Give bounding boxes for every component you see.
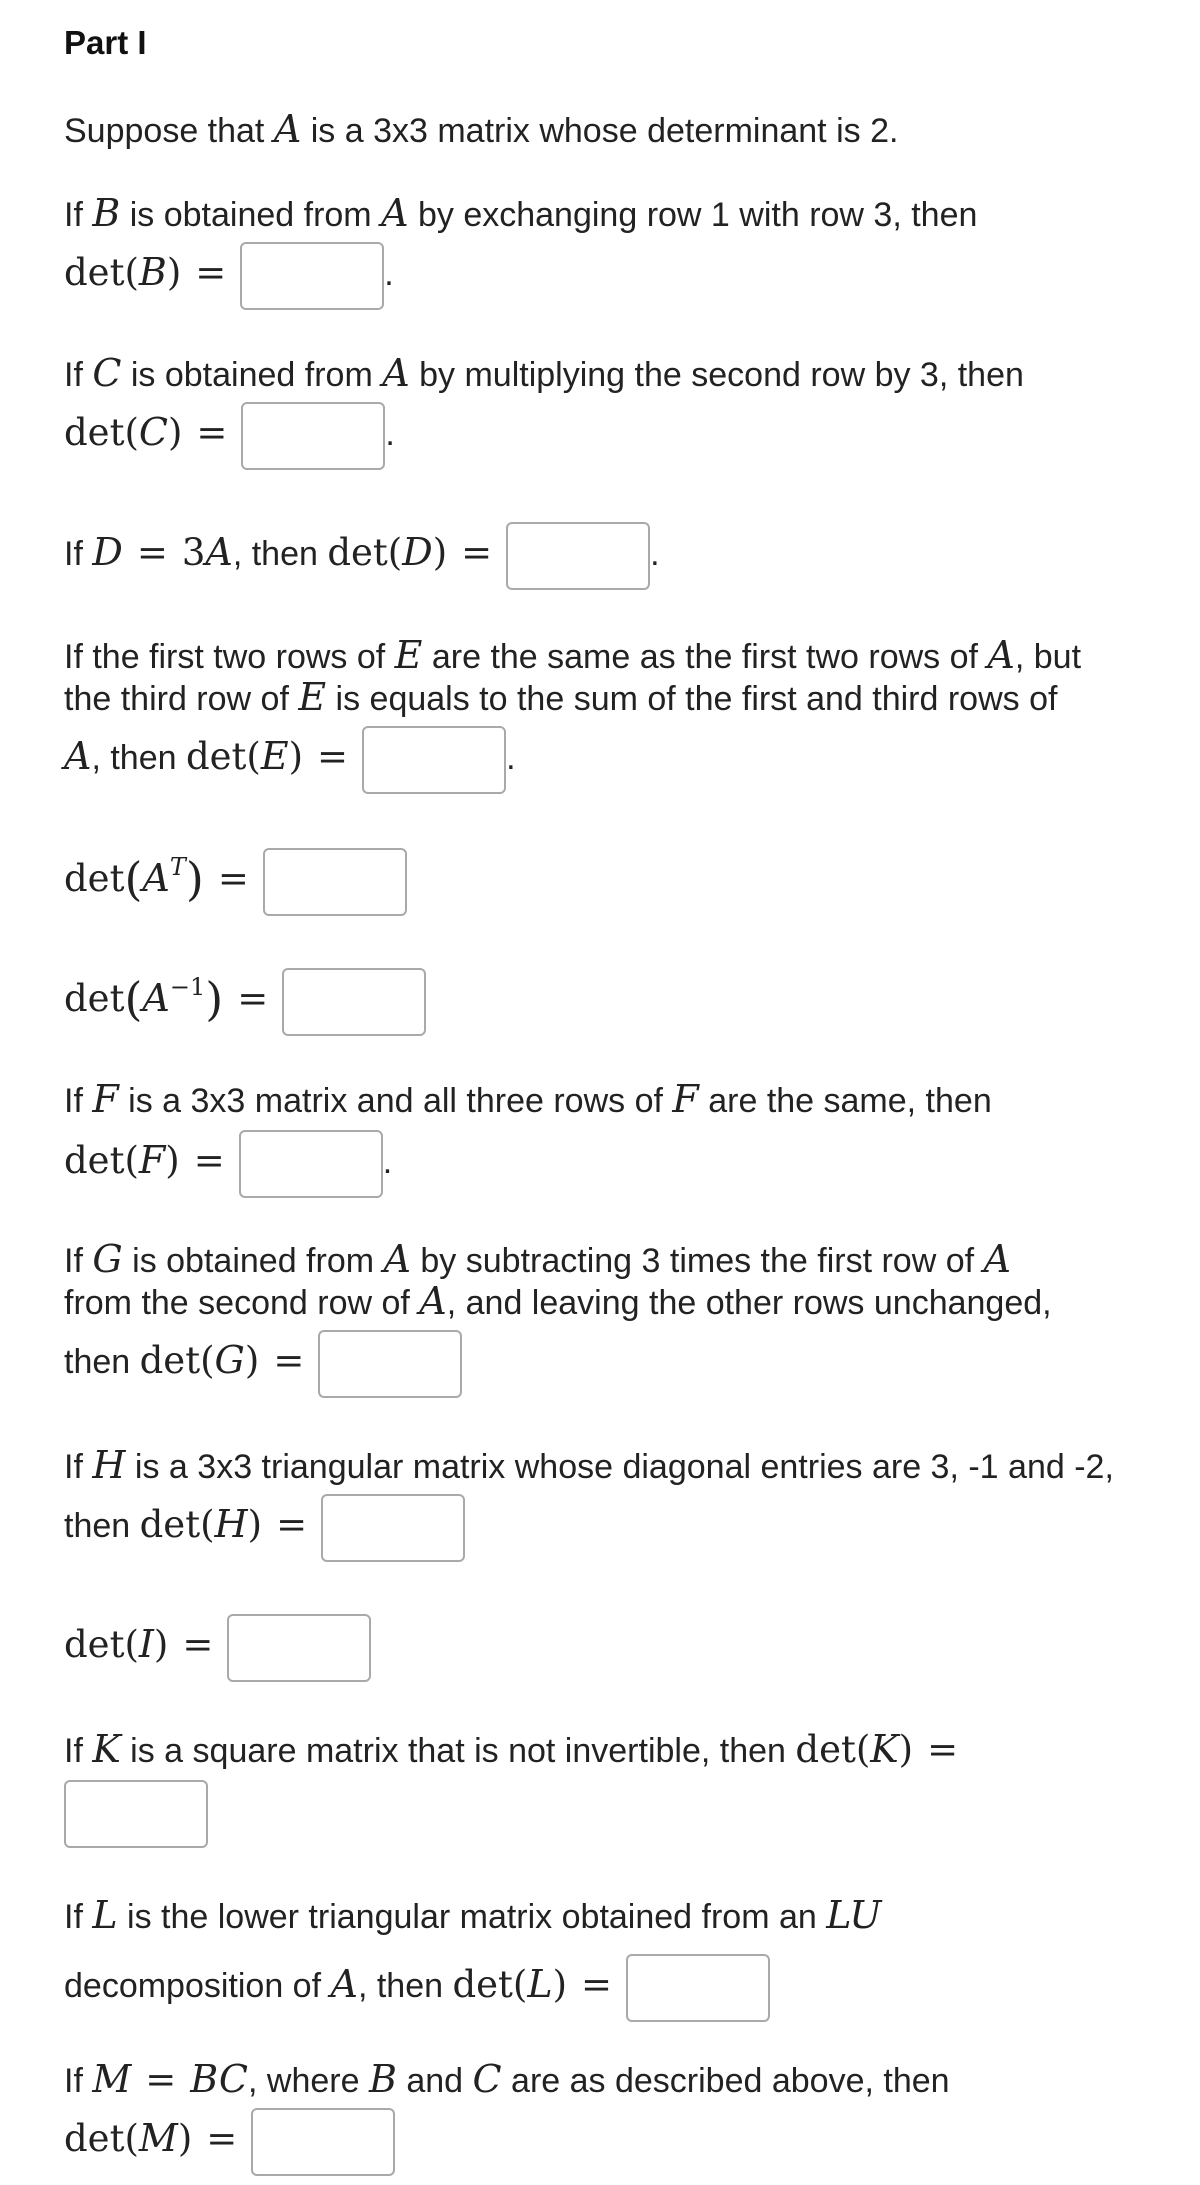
answer-input-det-c[interactable] [241, 402, 385, 470]
question-k-answer-row [64, 1780, 208, 1848]
question-e-answer-row: A, then det(E) = . [64, 726, 516, 794]
answer-input-det-m[interactable] [251, 2108, 395, 2176]
question-b-answer-row: det(B) = . [64, 242, 394, 310]
answer-input-det-e[interactable] [362, 726, 506, 794]
question-ainv-row: $\det(A^{-1})$ = [64, 966, 426, 1036]
answer-input-det-a-inverse[interactable] [282, 968, 426, 1036]
part-title: Part I [64, 24, 147, 61]
answer-input-det-g[interactable] [318, 1330, 462, 1398]
answer-input-det-b[interactable] [240, 242, 384, 310]
question-l-text: If L is the lower triangular matrix obtained from an LU [64, 1893, 882, 1937]
question-b-text: If B is obtained from A by exchanging row 1 with row 3, then [64, 191, 978, 235]
question-f-text: If F is a 3x3 matrix and all three rows of F are the same, then [64, 1077, 992, 1121]
question-e-text-1: If the first two rows of E are the same as the first two rows of A, but [64, 633, 1082, 677]
question-f-answer-row: det(F) = . [64, 1130, 392, 1198]
question-e-text-2: the third row of E is equals to the sum of the first and third rows of [64, 675, 1058, 719]
answer-input-det-l[interactable] [626, 1954, 770, 2022]
answer-input-det-h[interactable] [321, 1494, 465, 1562]
question-c-text: If C is obtained from A by multiplying the second row by 3, then [64, 351, 1024, 395]
question-c-answer-row: det(C) = . [64, 402, 395, 470]
question-k-text: If K is a square matrix that is not invertible, then det(K) = [64, 1727, 959, 1771]
answer-input-det-d[interactable] [506, 522, 650, 590]
question-m-answer-row: det(M) = [64, 2108, 395, 2176]
question-i-row: det(I) = [64, 1614, 371, 1682]
question-m-text: If M = BC, where B and C are as described above, then [64, 2057, 950, 2101]
question-g-text-1: If G is obtained from A by subtracting 3 times the first row of A [64, 1237, 1011, 1281]
question-d-row: If D = 3A, then det(D) = . [64, 522, 660, 590]
answer-input-det-k[interactable] [64, 1780, 208, 1848]
question-l-answer-row: decomposition of A, then det(L) = [64, 1954, 770, 2022]
question-h-answer-row: then det(H) = [64, 1494, 465, 1562]
answer-input-det-f[interactable] [239, 1130, 383, 1198]
question-h-text: If H is a 3x3 triangular matrix whose diagonal entries are 3, -1 and -2, [64, 1443, 1114, 1487]
question-at-row: $\det(A^T)$ = [64, 846, 407, 916]
question-g-answer-row: then det(G) = [64, 1330, 462, 1398]
intro-text: Suppose that A is a 3x3 matrix whose determinant is 2. [64, 107, 899, 151]
answer-input-det-a-transpose[interactable] [263, 848, 407, 916]
answer-input-det-i[interactable] [227, 1614, 371, 1682]
question-g-text-2: from the second row of A, and leaving the other rows unchanged, [64, 1279, 1052, 1323]
